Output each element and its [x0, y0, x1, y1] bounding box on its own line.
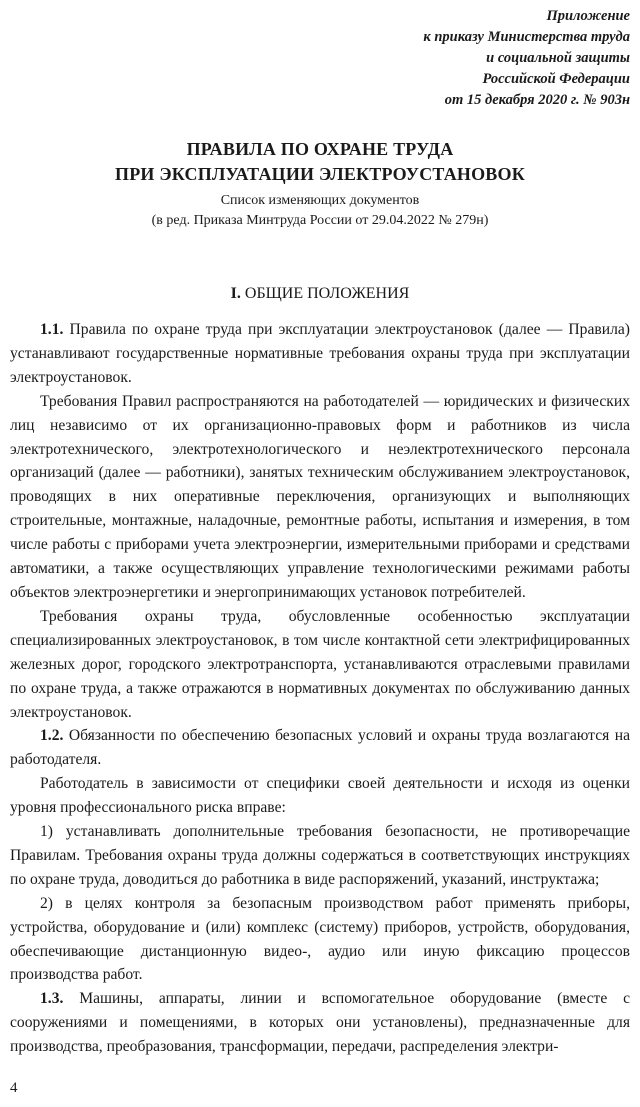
appendix-block: [423, 6, 630, 111]
page-number: 4: [10, 1080, 18, 1096]
paragraph-text: 2) в целях контроля за безопасным производством работ применять приборы, устройства, оборудование и (или) комплекс (систему) приборов, устройств, оборудования, обеспечивающие дистанционную видео-, аудио или иную фиксацию процессов производства работ.: [10, 894, 630, 984]
paragraph-text: Работодатель в зависимости от специфики своей деятельности и исходя из оценки уровня профессионального риска вправе:: [10, 775, 630, 817]
clause-number: 1.1.: [40, 321, 64, 338]
paragraph-text: Требования Правил распространяются на работодателей — юридических и физических лиц независимо от их организационно-правовых форм и работников из числа электротехнического, электротехнологического и неэлектротехнического персонала организаций (далее — работники), занятых техническим обслуживанием электроустановок, проводящих в них оперативные переключения, организующих и выполняющих строительные, монтажные, наладочные, ремонтные работы, испытания и измерения, в том числе работы с приборами учета электроэнергии, измерительными приборами и средствами автоматики, а также осуществляющих управление технологическими режимами работы объектов электроэнергетики и энергопринимающих установок потребителей.: [10, 392, 630, 601]
paragraph: [10, 820, 630, 892]
paragraph-text: Правила по охране труда при эксплуатации электроустановок (далее — Правила) устанавливают государственные нормативные требования охраны труда при эксплуатации электроустановок.: [10, 321, 630, 386]
paragraph-text: Машины, аппараты, линии и вспомогательное оборудование (вместе с сооружениями и помещениями, в которых они установлены), предназначенные для производства, преобразования, трансформации, передачи, распределения электри-: [10, 990, 630, 1056]
paragraph-text: Требования охраны труда, обусловленные особенностью эксплуатации специализированных электроустановок, в том числе контактной сети электрифицированных железных дорог, городского электротранспорта, устанавливаются отраслевыми правилами по охране труда, а также отражаются в нормативных документах по обслуживанию данных электроустановок.: [10, 607, 630, 721]
appendix-line: Приложение: [546, 8, 630, 24]
paragraph: [10, 318, 630, 390]
title-line-1: ПРАВИЛА ПО ОХРАНЕ ТРУДА: [186, 139, 454, 159]
paragraph: [10, 892, 630, 988]
paragraph: [10, 987, 630, 1059]
subtitle-line-2: (в ред. Приказа Минтруда России от 29.04.2022 № 279н): [151, 213, 489, 228]
section-number: I.: [230, 285, 241, 302]
paragraph: [10, 772, 630, 820]
paragraph: [10, 724, 630, 772]
paragraph: [10, 605, 630, 725]
appendix-line: Российской Федерации: [482, 71, 630, 87]
body-text: [10, 318, 630, 1059]
title-line-2: ПРИ ЭКСПЛУАТАЦИИ ЭЛЕКТРОУСТАНОВОК: [115, 164, 525, 184]
section-heading: [0, 283, 640, 305]
appendix-line: и социальной защиты: [486, 50, 630, 66]
appendix-line: от 15 декабря 2020 г. № 903н: [444, 92, 630, 108]
subtitle-line-1: Список изменяющих документов: [220, 193, 420, 208]
paragraph: [10, 390, 630, 605]
section-title: ОБЩИЕ ПОЛОЖЕНИЯ: [244, 285, 410, 302]
document-subtitle: [0, 191, 640, 231]
paragraph-text: Обязанности по обеспечению безопасных условий и охраны труда возлагаются на работодателя.: [10, 727, 630, 769]
appendix-line: к приказу Министерства труда: [423, 29, 630, 45]
document-title: [0, 137, 640, 187]
paragraph-text: 1) устанавливать дополнительные требования безопасности, не противоречащие Правилам. Требования охраны труда должны содержаться в соответствующих инструкциях по охране труда, доводиться до работника в виде распоряжений, указаний, инструктажа;: [10, 823, 630, 888]
clause-number: 1.3.: [40, 990, 64, 1008]
clause-number: 1.2.: [40, 727, 64, 745]
